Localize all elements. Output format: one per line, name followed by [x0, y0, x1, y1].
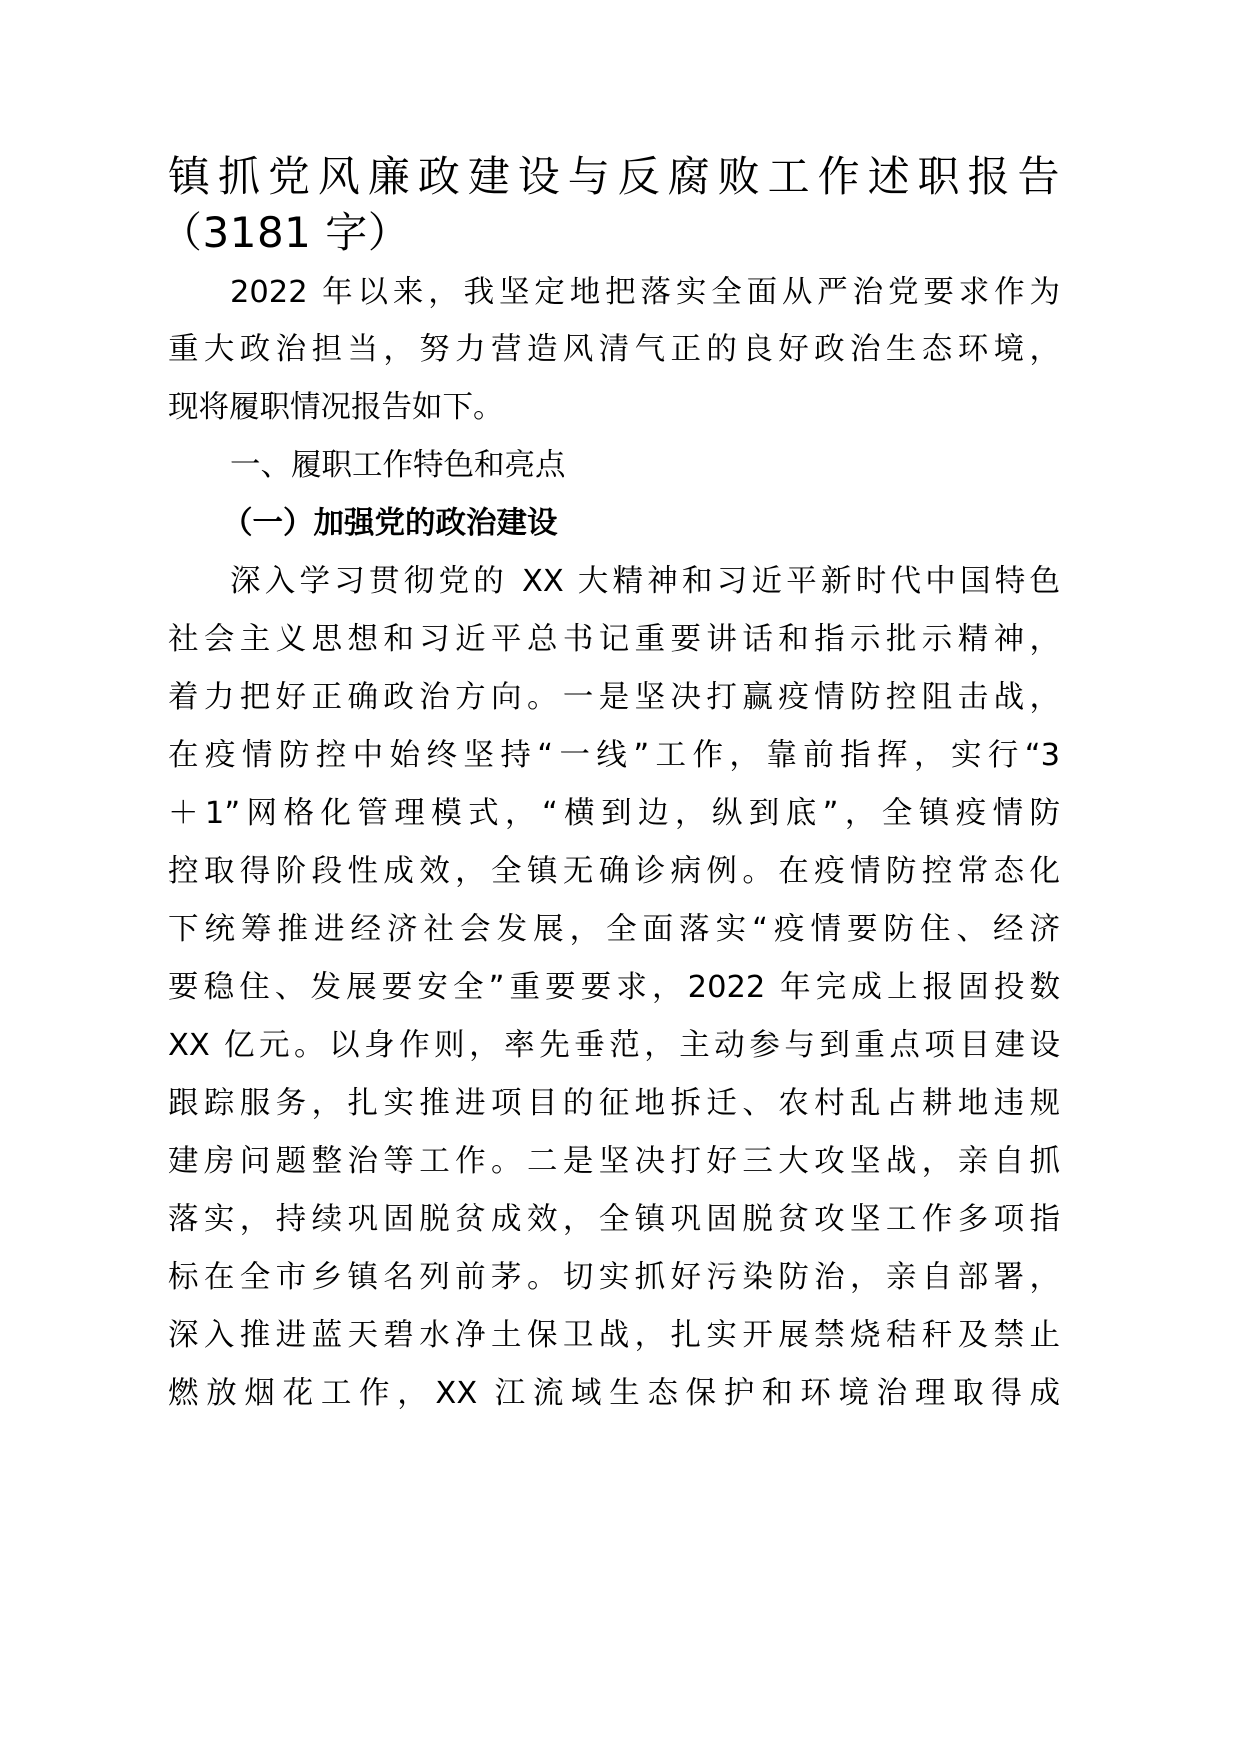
document-title: 镇抓党风廉政建设与反腐败工作述职报告 — [168, 152, 1060, 201]
body-line: 要稳住、发展要安全”重要要求，2022 年完成上报固投数 — [168, 970, 1060, 1005]
section-heading: 一、履职工作特色和亮点 — [230, 448, 566, 483]
body-line: 深入学习贯彻党的 XX 大精神和习近平新时代中国特色 — [230, 564, 1060, 599]
body-line: 建房问题整治等工作。二是坚决打好三大攻坚战，亲自抓 — [168, 1144, 1060, 1179]
document-title-wordcount: （3181 字） — [160, 208, 411, 257]
body-line: 控取得阶段性成效，全镇无确诊病例。在疫情防控常态化 — [168, 854, 1060, 889]
intro-line: 重大政治担当，努力营造风清气正的良好政治生态环境， — [168, 332, 1060, 367]
body-line: 着力把好正确政治方向。一是坚决打赢疫情防控阻击战， — [168, 680, 1060, 715]
body-line: ＋1”网格化管理模式，“横到边，纵到底”，全镇疫情防 — [168, 796, 1060, 831]
body-line: 在疫情防控中始终坚持“一线”工作，靠前指挥，实行“3 — [168, 738, 1060, 773]
body-line: 社会主义思想和习近平总书记重要讲话和指示批示精神， — [168, 622, 1060, 657]
body-line: 跟踪服务，扎实推进项目的征地拆迁、农村乱占耕地违规 — [168, 1086, 1060, 1121]
body-line: 燃放烟花工作，XX 江流域生态保护和环境治理取得成 — [168, 1376, 1060, 1411]
body-line: XX 亿元。以身作则，率先垂范，主动参与到重点项目建设 — [168, 1028, 1060, 1063]
body-line: 落实，持续巩固脱贫成效，全镇巩固脱贫攻坚工作多项指 — [168, 1202, 1060, 1237]
subsection-heading: （一）加强党的政治建设 — [222, 506, 558, 541]
body-line: 下统筹推进经济社会发展，全面落实“疫情要防住、经济 — [168, 912, 1060, 947]
body-line: 标在全市乡镇名列前茅。切实抓好污染防治，亲自部署， — [168, 1260, 1060, 1295]
intro-line: 现将履职情况报告如下。 — [168, 390, 504, 425]
body-line: 深入推进蓝天碧水净土保卫战，扎实开展禁烧秸秆及禁止 — [168, 1318, 1060, 1353]
intro-line: 2022 年以来，我坚定地把落实全面从严治党要求作为 — [230, 275, 1060, 310]
